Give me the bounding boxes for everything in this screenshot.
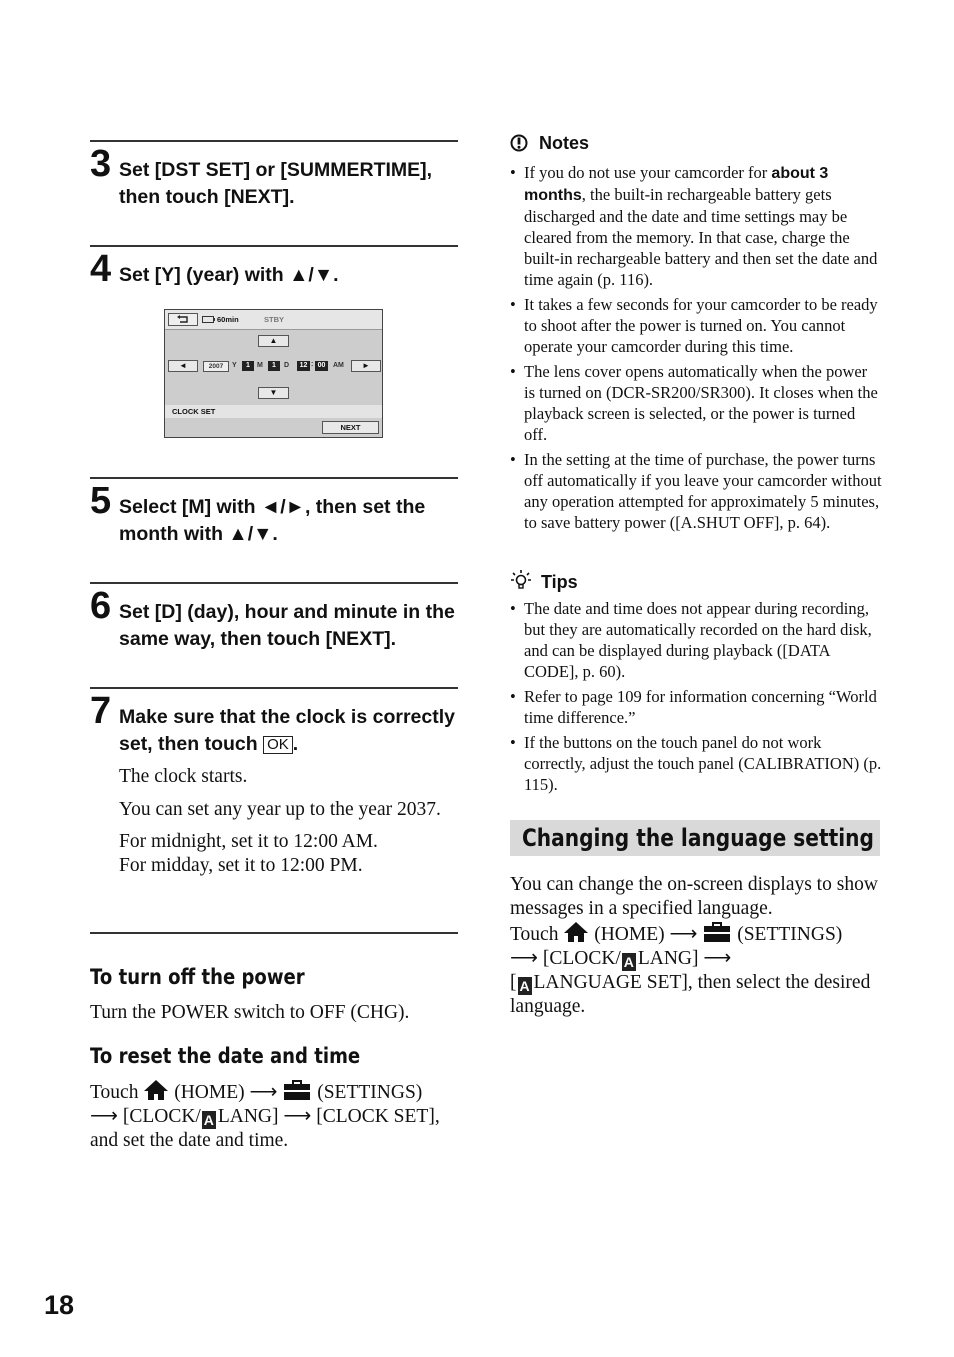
lightbulb-icon bbox=[510, 569, 532, 591]
home-icon bbox=[143, 1079, 169, 1101]
step-number: 3 bbox=[90, 143, 111, 185]
clock-lang-label-end: LANG] bbox=[637, 948, 699, 969]
ampm-label: AM bbox=[333, 362, 344, 369]
return-button[interactable] bbox=[168, 313, 198, 326]
step-title-text: Make sure that the clock is correctly set, then touch bbox=[119, 706, 455, 755]
notes-heading: Notes bbox=[539, 133, 590, 153]
paragraph: The clock starts. bbox=[119, 766, 248, 787]
language-intro: You can change the on-screen displays to show messages in a specified language. bbox=[510, 874, 878, 919]
tips-header bbox=[510, 569, 578, 593]
divider-step-7 bbox=[90, 687, 458, 689]
step-number: 5 bbox=[90, 480, 111, 522]
tips-list bbox=[510, 598, 882, 799]
battery-icon bbox=[202, 316, 215, 323]
language-heading: Changing the language setting bbox=[522, 824, 874, 852]
tips-heading: Tips bbox=[541, 572, 578, 592]
language-set-label: LANGUAGE SET], then select the desired language. bbox=[510, 972, 871, 1017]
step-number: 7 bbox=[90, 690, 111, 732]
language-icon: A bbox=[623, 954, 634, 970]
home-label: (HOME) bbox=[174, 1082, 245, 1103]
list-item: • In the setting at the time of purchase, the power turns off automatically if you leave your camcorder without any operation attempted for approximately 5 minutes, to save battery power ([A.SHUT OFF], p. 64). bbox=[510, 449, 882, 533]
page-number: 18 bbox=[44, 1290, 75, 1320]
month-label: M bbox=[257, 362, 263, 369]
day-label: D bbox=[284, 362, 290, 369]
step-3 bbox=[90, 144, 462, 211]
clock-set-screen bbox=[164, 309, 383, 438]
left-button[interactable]: ◄ bbox=[168, 360, 198, 372]
arrow-icon: ⟶ bbox=[669, 924, 698, 945]
bracket: [ bbox=[510, 972, 517, 993]
step-title: Set [DST SET] or [SUMMERTIME], then touch [NEXT]. bbox=[119, 159, 433, 208]
list-item: • The date and time does not appear during recording, but they are automatically recorded on the hard disk, and can be displayed during playback ([DATA CODE], p. 60). bbox=[510, 598, 882, 682]
settings-toolbox-icon bbox=[282, 1079, 312, 1101]
home-icon bbox=[563, 921, 589, 943]
divider-step-3 bbox=[90, 140, 458, 142]
time-separator: : bbox=[311, 361, 314, 368]
step-title: Set [D] (day), hour and minute in the same way, then touch [NEXT]. bbox=[119, 601, 455, 650]
arrow-icon: ⟶ bbox=[510, 948, 538, 969]
step-7 bbox=[90, 691, 462, 758]
status-stby: STBY bbox=[264, 315, 285, 324]
language-text bbox=[510, 873, 882, 1019]
clock-lang-label-end: LANG] bbox=[217, 1106, 279, 1127]
clock-lang-label: [CLOCK/ bbox=[542, 948, 621, 969]
home-label: (HOME) bbox=[594, 924, 665, 945]
step-number: 4 bbox=[90, 248, 111, 290]
list-item: • If the buttons on the touch panel do not work correctly, adjust the touch panel (CALIBRATION) (p. 115). bbox=[510, 732, 882, 795]
year-label: Y bbox=[232, 362, 237, 369]
paragraph: For midday, set it to 12:00 PM. bbox=[119, 855, 363, 876]
list-item: • Refer to page 109 for information concerning “World time difference.” bbox=[510, 686, 882, 728]
step-title: Set [Y] (year) with ▲/▼. bbox=[119, 264, 339, 286]
list-item: • The lens cover opens automatically when the power is turned on (DCR-SR200/SR300). It closes when the playback screen is selected, or the power is turned off. bbox=[510, 361, 882, 445]
minute-field[interactable]: 00 bbox=[315, 361, 328, 371]
paragraph: For midnight, set it to 12:00 AM. bbox=[119, 831, 378, 852]
settings-label: (SETTINGS) bbox=[737, 924, 843, 945]
return-icon bbox=[176, 315, 190, 324]
divider-end bbox=[90, 932, 458, 934]
arrow-icon: ⟶ bbox=[249, 1082, 278, 1103]
step-number: 6 bbox=[90, 585, 111, 627]
divider-step-5 bbox=[90, 477, 458, 479]
step-6 bbox=[90, 586, 462, 653]
language-icon: A bbox=[519, 978, 530, 994]
month-field[interactable]: 1 bbox=[242, 361, 254, 371]
language-icon: A bbox=[203, 1112, 214, 1128]
battery-remaining: 60min bbox=[217, 315, 239, 324]
step-5 bbox=[90, 481, 462, 548]
right-button[interactable]: ► bbox=[351, 360, 381, 372]
divider-step-4 bbox=[90, 245, 458, 247]
list-item: • If you do not use your camcorder for about 3 months, the built-in rechargeable battery gets discharged and the date and time settings may be cleared from the memory. In that case, charge the built-in rechargeable battery and then set the date and time again (p. 116). bbox=[510, 162, 882, 290]
reset-text bbox=[90, 1079, 462, 1153]
year-field[interactable]: 2007 bbox=[203, 361, 229, 372]
day-field[interactable]: 1 bbox=[268, 361, 280, 371]
next-button[interactable]: NEXT bbox=[322, 421, 379, 434]
down-button[interactable]: ▼ bbox=[258, 387, 289, 399]
list-item: • It takes a few seconds for your camcorder to be ready to shoot after the power is turned on. You cannot operate your camcorder during this time. bbox=[510, 294, 882, 357]
hour-field[interactable]: 12 bbox=[297, 361, 310, 371]
arrow-icon: ⟶ bbox=[703, 948, 732, 969]
turn-off-text: Turn the POWER switch to OFF (CHG). bbox=[90, 1002, 410, 1023]
paragraph: You can set any year up to the year 2037. bbox=[119, 799, 441, 820]
step-title bbox=[119, 691, 462, 758]
divider-step-6 bbox=[90, 582, 458, 584]
step-title: Select [M] with ◄/►, then set the month with ▲/▼. bbox=[119, 496, 426, 545]
arrow-icon: ⟶ bbox=[90, 1106, 118, 1127]
reset-heading: To reset the date and time bbox=[90, 1044, 361, 1068]
ok-button-icon: OK bbox=[263, 736, 293, 754]
clock-set-label: [CLOCK SET], and set the date and time. bbox=[90, 1106, 440, 1151]
step-4 bbox=[90, 249, 462, 289]
step-7-body bbox=[119, 765, 449, 878]
settings-toolbox-icon bbox=[702, 921, 732, 943]
notes-header bbox=[510, 133, 589, 154]
notes-icon bbox=[510, 134, 528, 152]
touch-word: Touch bbox=[90, 1082, 139, 1103]
clock-lang-label: [CLOCK/ bbox=[122, 1106, 201, 1127]
language-heading-bar bbox=[510, 820, 880, 856]
touch-word: Touch bbox=[510, 924, 559, 945]
turn-off-heading: To turn off the power bbox=[90, 965, 305, 989]
step-title-end: . bbox=[292, 733, 299, 755]
up-button[interactable]: ▲ bbox=[258, 335, 289, 347]
arrow-icon: ⟶ bbox=[283, 1106, 312, 1127]
notes-list bbox=[510, 162, 882, 537]
clock-set-title: CLOCK SET bbox=[172, 407, 216, 416]
settings-label: (SETTINGS) bbox=[317, 1082, 423, 1103]
